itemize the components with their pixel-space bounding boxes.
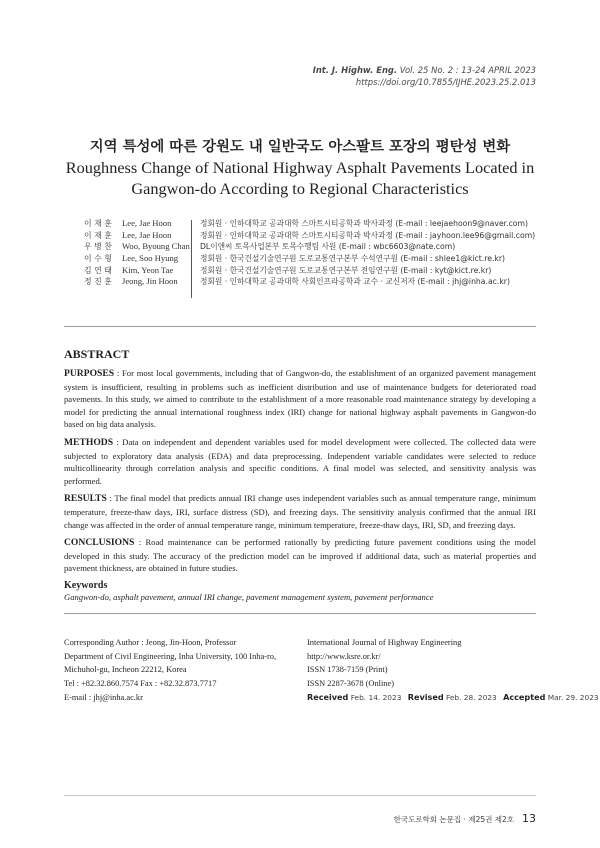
journal-info bbox=[307, 636, 599, 705]
author-row bbox=[62, 230, 542, 242]
results-text: : The final model that predicts annual IRI change uses independent variables such as annual temperature range, minimum temperature, freeze-thaw days, IRI, surface distress (SD), and freezing days. The sensitivity analysis confirmed that the annual IRI change was affected in the order of annual temperature range, minimum temperature, freeze-thaw days, IRI, SD, and freezing days. bbox=[64, 493, 536, 530]
author-name-en: Lee, Soo Hyung bbox=[122, 253, 179, 264]
corresponding-line: Department of Civil Engineering, Inha University, 100 Inha-ro, bbox=[64, 651, 277, 661]
conclusions-text: : Road maintenance can be performed rationally by predicting future pavement conditions using the model developed in this study. The accuracy of the prediction model can be improved if additional data, such as material properties and pavement thickness, are obtained in future studies. bbox=[64, 537, 536, 574]
author-row bbox=[62, 265, 542, 277]
page-footer bbox=[394, 812, 536, 825]
section-divider bbox=[64, 326, 536, 327]
corresponding-line: Tel : +82.32.860.7574 Fax : +82.32.873.7717 bbox=[64, 679, 217, 689]
abstract-section bbox=[64, 347, 536, 603]
author-affiliation: 정회원 · 한국건설기술연구원 도로교통연구본부 전임연구원 (E-mail : kyt@kict.re.kr) bbox=[200, 265, 492, 275]
author-name-en: Lee, Jae Hoon bbox=[122, 218, 172, 228]
issn-online: ISSN 2287-3678 (Online) bbox=[307, 679, 395, 689]
author-name-en: Woo, Byoung Chan bbox=[122, 241, 190, 252]
author-affiliation: 정회원 · 인하대학교 공과대학 스마트시티공학과 박사과정 (E-mail : jayhoon.lee96@gmail.com) bbox=[200, 230, 536, 240]
methods-text: : Data on independent and dependent variables used for model development were collected. The collected data were subjected to exploratory data analysis (EDA) and data preprocessing. Independent variable candidates were selected to reduce multicollinearity through correlation analysis and specific conditions. A final model was selected, and sensitivity analysis was performed. bbox=[64, 436, 536, 486]
received-label: Received bbox=[307, 691, 349, 702]
author-affiliation: DL이앤씨 토목사업본부 토목수행팀 사원 (E-mail : wbc6603@nate.com) bbox=[200, 242, 456, 252]
conclusions-label: CONCLUSIONS bbox=[64, 537, 135, 549]
author-name-ko: 정 진 훈 bbox=[84, 277, 112, 287]
keywords-heading: Keywords bbox=[64, 579, 108, 591]
title-english: Roughness Change of National Highway Asphalt Pavements Located in Gangwon-do According to Regional Characteristics bbox=[65, 158, 535, 198]
title-korean: 지역 특성에 따른 강원도 내 일반국도 아스팔트 포장의 평탄성 변화 bbox=[89, 139, 511, 155]
author-name-en: Lee, Jae Hoon bbox=[122, 229, 172, 240]
accepted-label: Accepted bbox=[503, 691, 546, 702]
abstract-methods bbox=[64, 436, 536, 487]
author-row bbox=[62, 276, 542, 288]
volume-info: Vol. 25 No. 2 : 13-24 APRIL 2023 bbox=[399, 65, 536, 75]
footer-divider bbox=[64, 795, 536, 796]
author-name-en: Jeong, Jin Hoon bbox=[122, 276, 178, 287]
journal-name: International Journal of Highway Engineering bbox=[307, 638, 462, 647]
author-affiliation: 정회원 · 인하대학교 공과대학 사회인프라공학과 교수 · 교신저자 (E-mail : jhj@inha.ac.kr) bbox=[200, 277, 510, 287]
purposes-label: PURPOSES bbox=[64, 368, 115, 379]
author-name-ko: 김 연 태 bbox=[84, 265, 112, 275]
purposes-text: : For most local governments, including that of Gangwon-do, the establishment of an organized pavement management system is insufficient, resulting in problems such as inefficient distribution and use of maintenance budgets for deteriorated road pavements. In this study, we aimed to contribute to the establishment of a more reasonable road maintenance strategy by developing a model for predicting the annual international roughness index (IRI) change for national highway asphalt pavements in Gangwon-do based on big data analysis. bbox=[64, 368, 536, 430]
doi-link[interactable]: https://doi.org/10.7855/IJHE.2023.25.2.013 bbox=[355, 76, 536, 87]
journal-abbr: Int. J. Highw. Eng. bbox=[312, 65, 398, 75]
author-name-en: Kim, Yeon Tae bbox=[122, 264, 174, 275]
author-divider bbox=[191, 220, 192, 298]
revised-label: Revised bbox=[407, 691, 444, 702]
issn-print: ISSN 1738-7159 (Print) bbox=[307, 665, 388, 675]
author-name-ko: 이 수 형 bbox=[84, 254, 112, 264]
author-name-ko: 이 재 훈 bbox=[84, 219, 112, 228]
author-affiliation: 정회원 · 인하대학교 공과대학 스마트시티공학과 박사과정 (E-mail : leejaehoon9@naver.com) bbox=[200, 219, 528, 228]
author-row bbox=[62, 218, 542, 230]
submission-dates bbox=[307, 691, 599, 705]
author-name-ko: 우 병 찬 bbox=[84, 242, 112, 252]
section-divider bbox=[64, 613, 536, 614]
methods-label: METHODS bbox=[64, 436, 114, 448]
author-name-ko: 이 재 훈 bbox=[84, 230, 112, 240]
received-date: Feb. 14. 2023 bbox=[350, 692, 402, 702]
corresponding-line: Michuhol-gu, Incheon 22212, Korea bbox=[64, 665, 187, 675]
author-affiliation: 정회원 · 한국건설기술연구원 도로교통연구본부 수석연구원 (E-mail : shlee1@kict.re.kr) bbox=[200, 254, 505, 264]
accepted-date: Mar. 29. 2023 bbox=[547, 692, 599, 702]
author-list bbox=[62, 218, 542, 288]
footer-journal-text: 한국도로학회 논문집 · 제25권 제2호 bbox=[393, 815, 514, 824]
abstract-conclusions bbox=[64, 536, 536, 575]
results-label: RESULTS bbox=[64, 493, 107, 505]
corresponding-author bbox=[64, 636, 294, 705]
revised-date: Feb. 28. 2023 bbox=[446, 692, 497, 702]
page-number: 13 bbox=[522, 812, 536, 825]
keywords-text: Gangwon-do, asphalt pavement, annual IRI change, pavement management system, pavement performance bbox=[64, 591, 434, 602]
journal-url[interactable]: http://www.ksre.or.kr/ bbox=[307, 651, 381, 661]
author-row bbox=[62, 241, 542, 253]
abstract-purposes bbox=[64, 367, 536, 431]
abstract-results bbox=[64, 492, 536, 531]
corresponding-email[interactable]: E-mail : jhj@inha.ac.kr bbox=[64, 692, 143, 702]
corresponding-line: Corresponding Author : Jeong, Jin-Hoon, Professor bbox=[64, 638, 237, 647]
author-row bbox=[62, 253, 542, 265]
journal-header bbox=[313, 65, 536, 88]
abstract-heading: ABSTRACT bbox=[64, 347, 130, 361]
